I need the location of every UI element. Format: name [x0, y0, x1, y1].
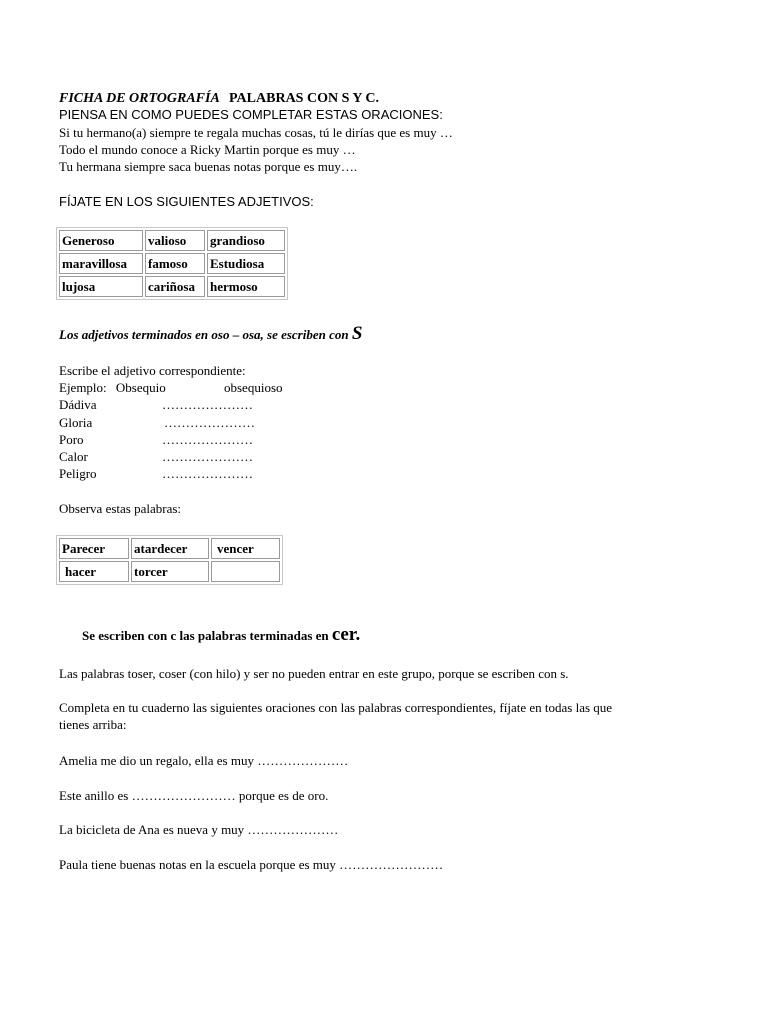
table-row — [59, 276, 285, 297]
table-cell: Estudiosa — [207, 253, 285, 274]
table-row — [59, 230, 285, 251]
exercise1-blank: ………………… — [162, 449, 253, 464]
table-row — [59, 538, 280, 559]
table-cell: hermoso — [207, 276, 285, 297]
rule-s — [59, 323, 362, 346]
note-text: Las palabras toser, coser (con hilo) y ser no pueden entrar en este grupo, porque se escriben con s. — [59, 666, 569, 681]
exercise2-sentence: Paula tiene buenas notas en la escuela porque es muy …………………… — [59, 857, 444, 872]
exercise1-word: Poro — [59, 432, 84, 447]
rule-c — [82, 624, 360, 647]
exercise1-blank: ………………… — [164, 415, 255, 430]
table-cell: torcer — [131, 561, 209, 582]
exercise1-word: Peligro — [59, 466, 97, 481]
worksheet-title — [59, 89, 379, 107]
example-answer: obsequioso — [224, 380, 283, 395]
table-cell — [211, 561, 280, 582]
table-cell: vencer — [211, 538, 280, 559]
table-row — [59, 253, 285, 274]
exercise1-example — [59, 379, 166, 396]
table-cell: Parecer — [59, 538, 129, 559]
exercise1-blank: ………………… — [162, 397, 253, 412]
exercise2-sentence: La bicicleta de Ana es nueva y muy ………………… — [59, 822, 339, 837]
adjectives-heading: FÍJATE EN LOS SIGUIENTES ADJETIVOS: — [59, 194, 314, 209]
table-cell: valioso — [145, 230, 205, 251]
table-cell: cariñosa — [145, 276, 205, 297]
exercise1-blank: ………………… — [162, 466, 253, 481]
exercise1-word: Dádiva — [59, 397, 97, 412]
title-rest: PALABRAS CON S Y C. — [229, 91, 380, 106]
exercise2-sentence: Amelia me dio un regalo, ella es muy ………………… — [59, 753, 349, 768]
exercise2-sentence: Este anillo es …………………… porque es de oro. — [59, 788, 329, 803]
exercise1-blank: ………………… — [162, 432, 253, 447]
example-label: Ejemplo: — [59, 380, 107, 395]
table-cell: atardecer — [131, 538, 209, 559]
table-cell: maravillosa — [59, 253, 143, 274]
table-cell: Generoso — [59, 230, 143, 251]
title-italic-part: FICHA DE ORTOGRAFÍA — [59, 91, 220, 106]
table-cell: famoso — [145, 253, 205, 274]
exercise1-word: Gloria — [59, 415, 93, 430]
intro-line: Todo el mundo conoce a Ricky Martin porque es muy … — [59, 142, 356, 157]
example-word: Obsequio — [115, 380, 166, 395]
rule-s-letter: S — [351, 323, 363, 344]
adjectives-table — [56, 227, 288, 300]
rule-s-text: Los adjetivos terminados en oso – osa, se escriben con — [59, 327, 349, 342]
exercise2-instruction: Completa en tu cuaderno las siguientes oraciones con las palabras correspondientes, fíjate en todas las que — [59, 700, 613, 715]
table-cell: hacer — [59, 561, 129, 582]
intro-line: Si tu hermano(a) siempre te regala muchas cosas, tú le dirías que es muy … — [59, 125, 453, 140]
observe-heading: Observa estas palabras: — [59, 501, 182, 516]
intro-line: Tu hermana siempre saca buenas notas porque es muy…. — [59, 159, 358, 174]
exercise1-instruction: Escribe el adjetivo correspondiente: — [59, 363, 246, 378]
table-cell: lujosa — [59, 276, 143, 297]
rule-c-ending: cer. — [331, 624, 361, 645]
exercise1-word: Calor — [59, 449, 88, 464]
exercise2-instruction-cont: tienes arriba: — [59, 717, 127, 732]
rule-c-text: Se escriben con c las palabras terminadas en — [82, 628, 329, 643]
intro-heading: PIENSA EN COMO PUEDES COMPLETAR ESTAS ORACIONES: — [59, 107, 443, 122]
table-cell: grandioso — [207, 230, 285, 251]
observe-table — [56, 535, 283, 585]
table-row — [59, 561, 280, 582]
